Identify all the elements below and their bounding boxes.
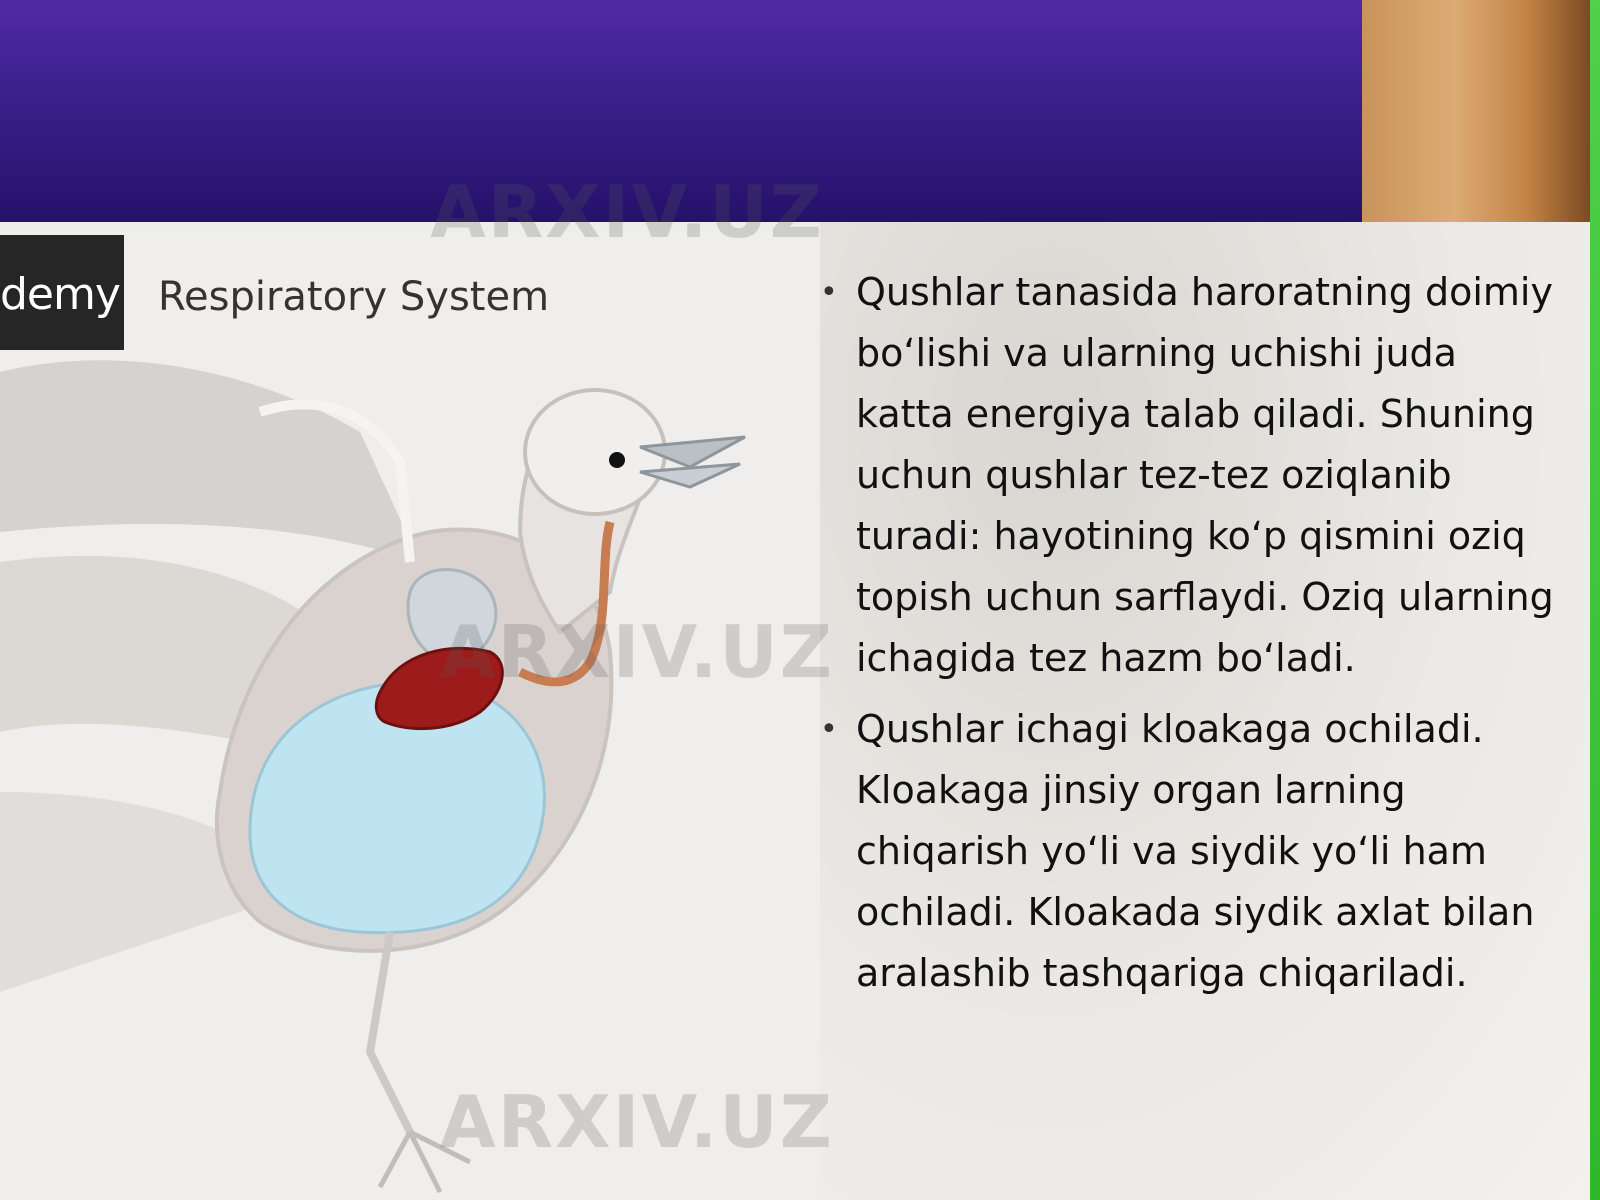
leg-bone: [370, 932, 410, 1132]
header-photo: [1362, 0, 1590, 222]
bullet-item: • Qushlar ichagi kloakaga ochiladi. Kloakaga jinsiy organ larning chiqarish yo‘li va siydik yo‘li ham ochiladi. Kloakada siydik axlat bilan aralashib tashqariga chiqariladi.: [820, 699, 1560, 1004]
figure-title: Respiratory System: [158, 274, 550, 320]
bullet-list: [820, 262, 1560, 1014]
bird-respiratory-illustration: [0, 232, 820, 1200]
bullet-item: • Qushlar tanasida haroratning doimiy bo‘lishi va ularning uchishi juda katta energiya talab qiladi. Shuning uchun qushlar tez-tez oziqlanib turadi: hayotining ko‘p qismini oziq topish uchun sarflaydi. Oziq ularning ichagida tez hazm bo‘ladi.: [820, 262, 1560, 689]
side-accent-bar: [1590, 0, 1600, 1200]
wing-shape: [0, 360, 420, 562]
source-badge: [0, 235, 124, 350]
watermark: ARXIV.UZ: [430, 170, 824, 254]
watermark: ARXIV.UZ: [440, 1080, 834, 1164]
bird-head: [525, 390, 665, 514]
badge-text: demy: [0, 269, 120, 320]
watermark: ARXIV.UZ: [440, 610, 834, 694]
bird-eye: [609, 452, 625, 468]
